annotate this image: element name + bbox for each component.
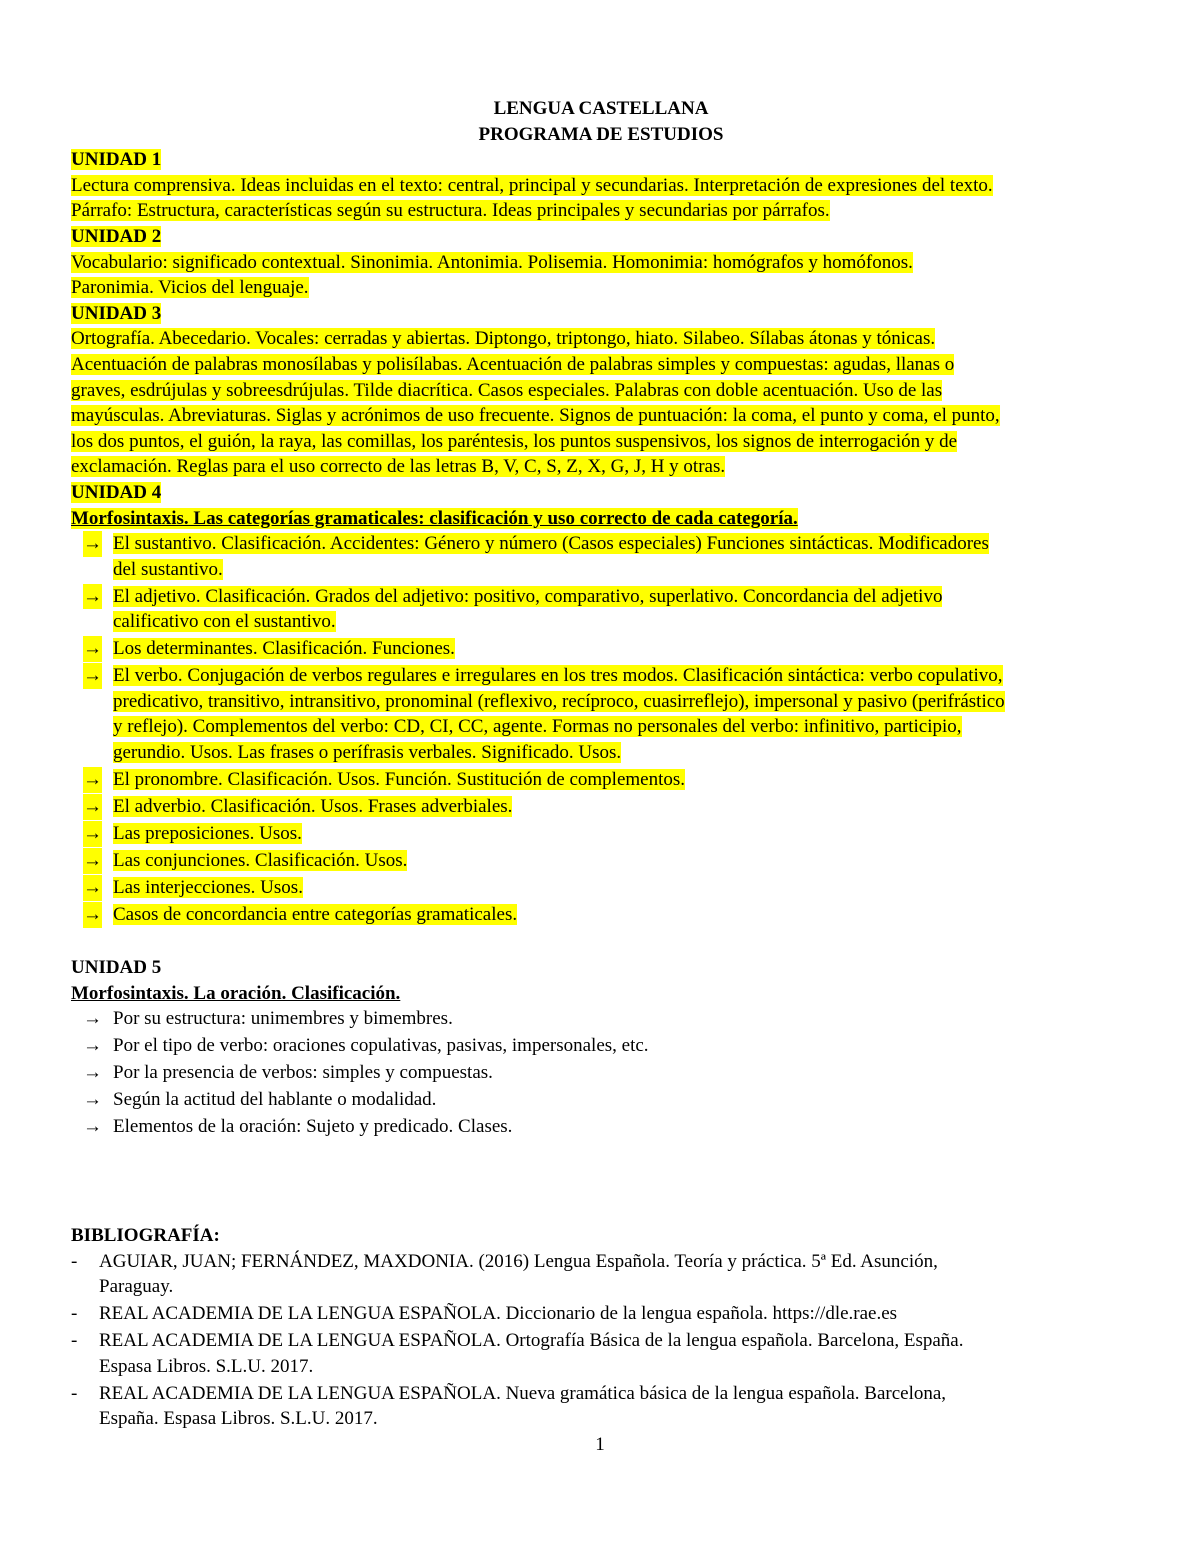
- arrow-icon: →: [83, 848, 102, 874]
- unit-5-item-text: Elementos de la oración: Sujeto y predicado. Clases.: [113, 1116, 513, 1138]
- dash-bullet: -: [71, 1303, 78, 1325]
- unit-5-list: [71, 1006, 1131, 1140]
- page-number: 1: [595, 1434, 605, 1455]
- unit-4-item-text: del sustantivo.: [113, 558, 223, 580]
- unit-4-item: [71, 821, 1131, 847]
- document-subtitle: PROGRAMA DE ESTUDIOS: [478, 123, 724, 145]
- document-title: LENGUA CASTELLANA: [493, 98, 709, 119]
- document-page: [71, 96, 1131, 1433]
- arrow-icon: →: [83, 663, 102, 689]
- unit-4-item: [71, 848, 1131, 874]
- arrow-icon: →: [83, 584, 102, 610]
- unit-4-item-text: Las conjunciones. Clasificación. Usos.: [113, 849, 408, 871]
- unit-5-item: [71, 1006, 1131, 1032]
- unit-4-item: [71, 875, 1131, 901]
- unit-1-heading: UNIDAD 1: [71, 149, 162, 171]
- dash-bullet: -: [71, 1330, 78, 1352]
- unit-5-item-text: Por el tipo de verbo: oraciones copulativas, pasivas, impersonales, etc.: [113, 1035, 649, 1057]
- unit-4-item-text: Las interjecciones. Usos.: [113, 876, 303, 898]
- unit-4-item: [71, 636, 1131, 662]
- bibliography-item-text: AGUIAR, JUAN; FERNÁNDEZ, MAXDONIA. (2016) Lengua Española. Teoría y práctica. 5ª Ed. Asunción,: [99, 1250, 938, 1272]
- bibliography-item-text: Espasa Libros. S.L.U. 2017.: [99, 1355, 314, 1377]
- arrow-icon: →: [83, 767, 102, 793]
- arrow-icon: →: [83, 821, 102, 847]
- arrow-icon: →: [83, 636, 102, 662]
- bibliography-item-text: REAL ACADEMIA DE LA LENGUA ESPAÑOLA. Nueva gramática básica de la lengua española. Barcelona,: [99, 1382, 947, 1404]
- unit-4-item-text: El sustantivo. Clasificación. Accidentes: Género y número (Casos especiales) Funciones sintácticas. Modificadores: [113, 533, 989, 555]
- unit-5-item-text: Según la actitud del hablante o modalidad.: [113, 1089, 437, 1111]
- arrow-icon: →: [83, 1116, 102, 1138]
- bibliography-item: [71, 1328, 1131, 1379]
- unit-3-line: Acentuación de palabras monosílabas y polisílabas. Acentuación de palabras simples y compuestas: agudas, llanas o: [71, 353, 955, 375]
- dash-bullet: -: [71, 1382, 78, 1404]
- unit-4-item: [71, 794, 1131, 820]
- bibliography-heading: BIBLIOGRAFÍA:: [71, 1225, 220, 1247]
- unit-4-item-text: Los determinantes. Clasificación. Funciones.: [113, 638, 455, 660]
- unit-5-item-text: Por la presencia de verbos: simples y compuestas.: [113, 1062, 493, 1084]
- unit-4-item-text: El verbo. Conjugación de verbos regulares e irregulares en los tres modos. Clasificación sintáctica: verbo copulativo,: [113, 665, 1003, 687]
- bibliography-list: [71, 1249, 1131, 1432]
- unit-5-item: [71, 1033, 1131, 1059]
- bibliography-item: [71, 1381, 1131, 1432]
- bibliography-item: [71, 1301, 1131, 1327]
- unit-5-item: [71, 1060, 1131, 1086]
- unit-4-item-text: El adjetivo. Clasificación. Grados del adjetivo: positivo, comparativo, superlativo. Concordancia del adjetivo: [113, 585, 943, 607]
- unit-3-line: mayúsculas. Abreviaturas. Siglas y acrónimos de uso frecuente. Signos de puntuación: la coma, el punto y coma, el punto,: [71, 405, 1000, 427]
- unit-4-list: [71, 531, 1131, 927]
- unit-1-line: Párrafo: Estructura, características según su estructura. Ideas principales y secundarias por párrafos.: [71, 200, 830, 222]
- arrow-icon: →: [83, 531, 102, 557]
- bibliography-item-text: REAL ACADEMIA DE LA LENGUA ESPAÑOLA. Diccionario de la lengua española. https://dle.rae.es: [99, 1303, 898, 1325]
- arrow-icon: →: [83, 794, 102, 820]
- dash-bullet: -: [71, 1250, 78, 1272]
- unit-5-heading: UNIDAD 5: [71, 956, 162, 978]
- unit-4-item: [71, 531, 1131, 582]
- unit-5-item-text: Por su estructura: unimembres y bimembres.: [113, 1008, 453, 1030]
- unit-5-item: [71, 1087, 1131, 1113]
- unit-5-subheading: Morfosintaxis. La oración. Clasificación.: [71, 982, 401, 1004]
- unit-4-item-text: predicativo, transitivo, intransitivo, pronominal (reflexivo, recíproco, cuasirreflejo), impersonal y pasivo (perifrástico: [113, 690, 1005, 712]
- arrow-icon: →: [83, 1035, 102, 1057]
- arrow-icon: →: [83, 902, 102, 928]
- unit-3-line: Ortografía. Abecedario. Vocales: cerradas y abiertas. Diptongo, triptongo, hiato. Silabeo. Sílabas átonas y tónicas.: [71, 328, 936, 350]
- bibliography-item-text: REAL ACADEMIA DE LA LENGUA ESPAÑOLA. Ortografía Básica de la lengua española. Barcelona, España.: [99, 1330, 964, 1352]
- unit-5-item: [71, 1114, 1131, 1140]
- unit-3-line: los dos puntos, el guión, la raya, las comillas, los paréntesis, los puntos suspensivos, los signos de interrogación y de: [71, 430, 958, 452]
- unit-4-subheading: Morfosintaxis. Las categorías gramaticales: clasificación y uso correcto de cada categoría.: [71, 507, 798, 529]
- unit-2-heading: UNIDAD 2: [71, 225, 162, 247]
- bibliography-item-text: España. Espasa Libros. S.L.U. 2017.: [99, 1408, 378, 1430]
- arrow-icon: →: [83, 875, 102, 901]
- bibliography-item-text: Paraguay.: [99, 1276, 174, 1298]
- unit-4-item-text: El adverbio. Clasificación. Usos. Frases adverbiales.: [113, 795, 513, 817]
- unit-4-item: [71, 584, 1131, 635]
- unit-4-item-text: El pronombre. Clasificación. Usos. Función. Sustitución de complementos.: [113, 769, 686, 790]
- unit-3-heading: UNIDAD 3: [71, 302, 162, 324]
- unit-1-line: Lectura comprensiva. Ideas incluidas en el texto: central, principal y secundarias. Interpretación de expresiones del texto.: [71, 174, 993, 196]
- unit-2-line: Paronimia. Vicios del lenguaje.: [71, 277, 309, 299]
- unit-3-line: graves, esdrújulas y sobreesdrújulas. Tilde diacrítica. Casos especiales. Palabras con doble acentuación. Uso de las: [71, 379, 943, 401]
- unit-4-item-text: calificativo con el sustantivo.: [113, 611, 336, 633]
- unit-4-item-text: y reflejo). Complementos del verbo: CD, CI, CC, agente. Formas no personales del verbo: infinitivo, participio,: [113, 716, 962, 738]
- unit-2-line: Vocabulario: significado contextual. Sinonimia. Antonimia. Polisemia. Homonimia: homógrafos y homófonos.: [71, 251, 913, 273]
- arrow-icon: →: [83, 1089, 102, 1111]
- unit-4-item-text: Casos de concordancia entre categorías gramaticales.: [113, 903, 518, 925]
- arrow-icon: →: [83, 1008, 102, 1030]
- unit-4-heading: UNIDAD 4: [71, 481, 162, 503]
- unit-3-line: exclamación. Reglas para el uso correcto de las letras B, V, C, S, Z, X, G, J, H y otras.: [71, 456, 726, 478]
- unit-4-item: [71, 902, 1131, 928]
- unit-4-item: [71, 767, 1131, 793]
- unit-4-item: [71, 663, 1131, 765]
- unit-4-item-text: Las preposiciones. Usos.: [113, 822, 302, 844]
- arrow-icon: →: [83, 1062, 102, 1084]
- bibliography-item: [71, 1249, 1131, 1300]
- unit-4-item-text: gerundio. Usos. Las frases o perífrasis verbales. Significado. Usos.: [113, 742, 622, 764]
